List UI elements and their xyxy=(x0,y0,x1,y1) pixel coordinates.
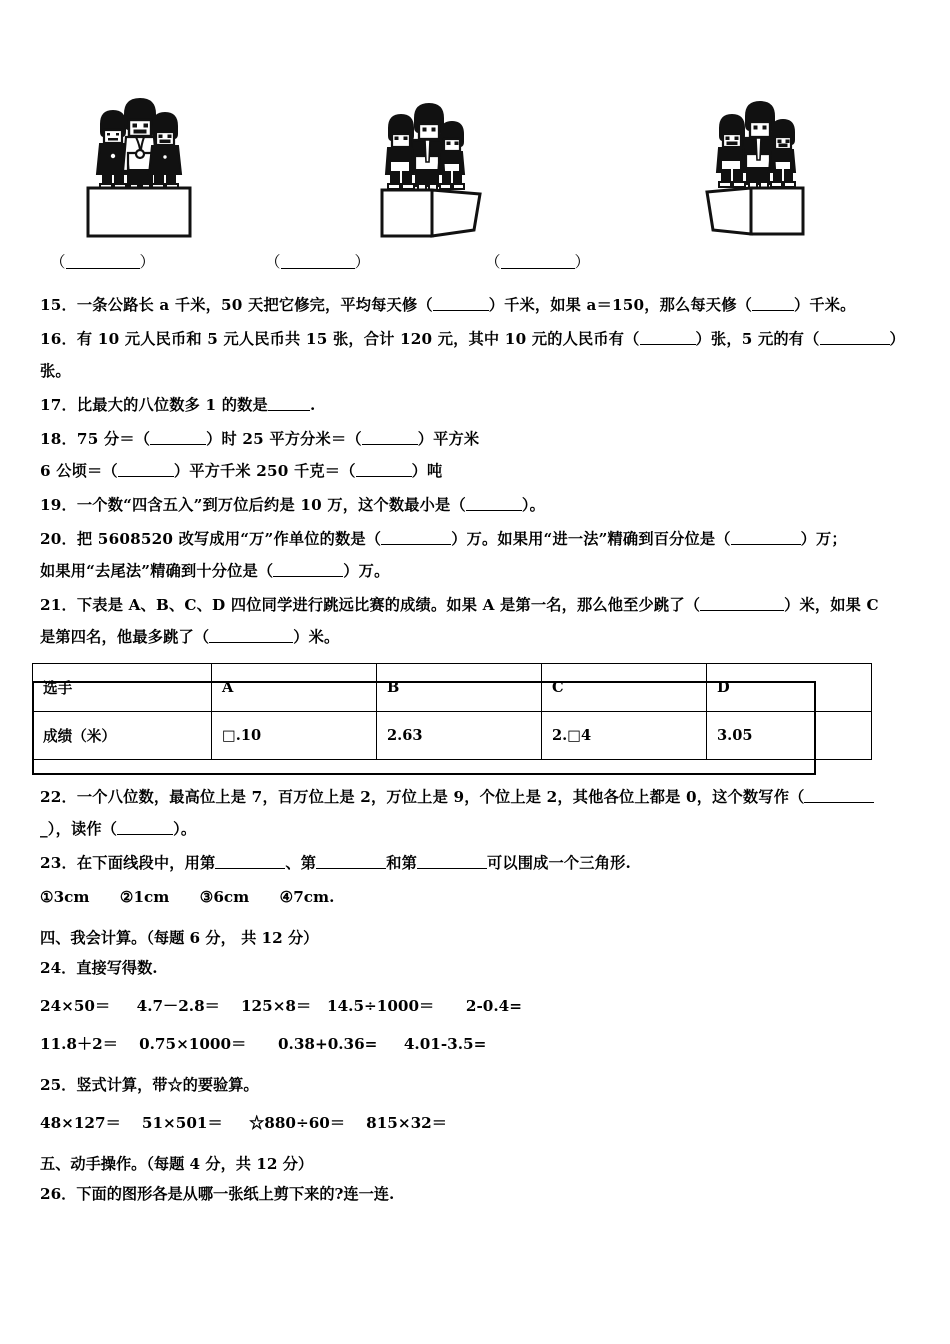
q16-text-a: 16．有 10 元人民币和 5 元人民币共 15 张，合计 120 元，其中 10 元的人民币有（ xyxy=(40,329,640,348)
q15-blank-1[interactable] xyxy=(433,299,489,311)
q15-blank-2[interactable] xyxy=(752,299,794,311)
blank-line[interactable] xyxy=(66,256,140,269)
q18-blank-4[interactable] xyxy=(356,465,412,477)
question-24-line-1: 24×50＝ 4.7－2.8＝ 125×8＝ 14.5÷1000＝ 2-0.4= xyxy=(40,997,522,1016)
q23-text-c: 和第 xyxy=(386,854,417,873)
question-22 xyxy=(40,790,912,806)
q18-blank-1[interactable] xyxy=(150,433,206,445)
figure-podium-front-view xyxy=(48,86,198,250)
q18-blank-3[interactable] xyxy=(118,465,174,477)
question-21 xyxy=(40,595,912,614)
question-25-line-1: 48×127＝ 51×501＝ ☆880÷60＝ 815×32＝ xyxy=(40,1114,447,1133)
table-header-d: D xyxy=(707,664,872,712)
question-17 xyxy=(40,395,912,414)
q15-text-a: 15．一条公路长 a 千米，50 天把它修完，平均每天修（ xyxy=(40,296,433,314)
q23-text-a: 23．在下面线段中，用第 xyxy=(40,854,216,873)
question-20 xyxy=(40,529,912,548)
q21-text-a: 21．下表是 A、B、C、D 四位同学进行跳远比赛的成绩。如果 A 是第一名，那么他至少跳了（ xyxy=(40,595,701,614)
q22-text-c: ）。 xyxy=(173,820,197,839)
figure-blank-2[interactable] xyxy=(265,250,370,272)
q17-blank-1[interactable] xyxy=(268,399,310,411)
jump-scores-table-wrapper xyxy=(40,663,912,760)
question-21-cont xyxy=(40,627,912,646)
q23-blank-2[interactable] xyxy=(316,857,386,869)
figures-row xyxy=(40,86,912,246)
q23-text-d: 可以围成一个三角形. xyxy=(486,854,631,873)
blank-line[interactable] xyxy=(501,256,575,269)
q19-text-b: ）。 xyxy=(521,495,546,514)
q18-text-f: ）吨 xyxy=(411,461,443,480)
table-cell-score-c: 2.□4 xyxy=(542,712,707,760)
q23-blank-3[interactable] xyxy=(417,857,487,869)
q20-text-c: ）万； xyxy=(800,529,847,548)
jump-scores-table xyxy=(32,663,872,760)
q23-blank-1[interactable] xyxy=(215,857,285,869)
q20-text-b: ）万。如果用“进一法”精确到百分位是（ xyxy=(451,529,731,548)
q18-text-d: 6 公顷＝（ xyxy=(40,461,118,480)
section-five-heading: 五、动手操作。（每题 4 分，共 12 分） xyxy=(40,1155,314,1174)
q18-text-b: ）时 25 平方分米＝（ xyxy=(206,429,362,448)
q19-text-a: 19．一个数“四含五入”到万位后约是 10 万，这个数最小是（ xyxy=(40,495,466,514)
q18-blank-2[interactable] xyxy=(362,433,418,445)
table-cell-score-d: 3.05 xyxy=(707,712,872,760)
question-16-cont xyxy=(40,361,912,380)
question-23 xyxy=(40,856,912,872)
podium-front-view-icon xyxy=(48,86,198,246)
question-20-cont xyxy=(40,561,912,580)
q20-blank-3[interactable] xyxy=(273,565,343,577)
q20-blank-1[interactable] xyxy=(381,533,451,545)
table-header-b: B xyxy=(377,664,542,712)
q18-text-c: ）平方米 xyxy=(417,429,480,448)
table-header-a: A xyxy=(212,664,377,712)
question-19 xyxy=(40,495,912,514)
figure-blank-1[interactable] xyxy=(50,250,155,272)
question-24-title: 24．直接写得数. xyxy=(40,959,158,978)
q21-blank-1[interactable] xyxy=(700,599,784,611)
q15-text-c: ）千米。 xyxy=(793,296,856,314)
paren-open: （ xyxy=(50,253,66,271)
table-row-header xyxy=(33,664,872,712)
q22-text-b: _），读作（ xyxy=(40,820,118,839)
paren-close: ） xyxy=(139,253,156,271)
q18-text-e: ）平方千米 250 千克＝（ xyxy=(173,461,356,480)
table-cell-score-b: 2.63 xyxy=(377,712,542,760)
table-row-label-score: 成绩（米） xyxy=(33,712,212,760)
q22-blank-2[interactable] xyxy=(117,823,173,835)
q18-text-a: 18．75 分＝（ xyxy=(40,429,151,448)
q21-text-b: ）米，如果 C xyxy=(784,595,879,614)
q21-blank-2[interactable] xyxy=(209,631,293,643)
q20-blank-2[interactable] xyxy=(731,533,801,545)
paren-close: ） xyxy=(354,253,371,271)
q17-text-a: 17．比最大的八位数多 1 的数是 xyxy=(40,395,268,414)
paren-open: （ xyxy=(485,253,501,271)
paren-open: （ xyxy=(265,253,281,271)
q16-text-b: ）张，5 元的有（ xyxy=(695,329,820,348)
blank-line[interactable] xyxy=(281,256,355,269)
q16-blank-2[interactable] xyxy=(820,333,890,345)
q20-text-a: 20．把 5608520 改写成用“万”作单位的数是（ xyxy=(40,529,382,548)
q20-text-d: 如果用“去尾法”精确到十分位是（ xyxy=(40,561,274,580)
q16-text-d: 张。 xyxy=(40,361,71,380)
figure-podium-right-view xyxy=(685,86,845,250)
q16-blank-1[interactable] xyxy=(640,333,696,345)
worksheet-content xyxy=(40,86,912,1204)
q20-text-e: ）万。 xyxy=(343,561,390,580)
paren-close: ） xyxy=(574,253,591,271)
figure-blank-3[interactable] xyxy=(485,250,590,272)
podium-left-view-icon xyxy=(370,86,520,246)
question-18 xyxy=(40,429,912,448)
question-15 xyxy=(40,298,912,314)
question-23-options: ①3cm ②1cm ③6cm ④7cm. xyxy=(40,888,335,907)
q19-blank-1[interactable] xyxy=(466,499,522,511)
question-26: 26．下面的图形各是从哪一张纸上剪下来的?连一连. xyxy=(40,1185,395,1204)
table-header-c: C xyxy=(542,664,707,712)
question-22-cont xyxy=(40,822,912,838)
table-header-player: 选手 xyxy=(33,664,212,712)
question-18-cont xyxy=(40,461,912,480)
question-24-line-2: 11.8＋2＝ 0.75×1000＝ 0.38+0.36= 4.01-3.5= xyxy=(40,1035,487,1054)
table-row xyxy=(33,712,872,760)
q16-text-c: ） xyxy=(889,329,905,348)
figure-answer-blanks-row xyxy=(40,250,912,280)
q21-text-c: 是第四名，他最多跳了（ xyxy=(40,627,210,646)
question-16 xyxy=(40,329,912,348)
q22-blank-1[interactable] xyxy=(804,791,874,803)
q21-text-d: ）米。 xyxy=(293,627,340,646)
q22-text-a: 22．一个八位数，最高位上是 7，百万位上是 2，万位上是 9，个位上是 2，其他各位上都是 0，这个数写作（ xyxy=(40,788,805,807)
q23-text-b: 、第 xyxy=(285,854,317,873)
question-25-title: 25．竖式计算，带☆的要验算。 xyxy=(40,1076,259,1095)
table-cell-score-a: □.10 xyxy=(212,712,377,760)
q15-text-b: ）千米，如果 a＝150，那么每天修（ xyxy=(488,296,752,314)
podium-right-view-icon xyxy=(685,86,845,246)
q17-text-b: . xyxy=(309,395,316,414)
figure-podium-left-view xyxy=(370,86,520,250)
section-four-heading: 四、我会计算。（每题 6 分， 共 12 分） xyxy=(40,929,319,948)
